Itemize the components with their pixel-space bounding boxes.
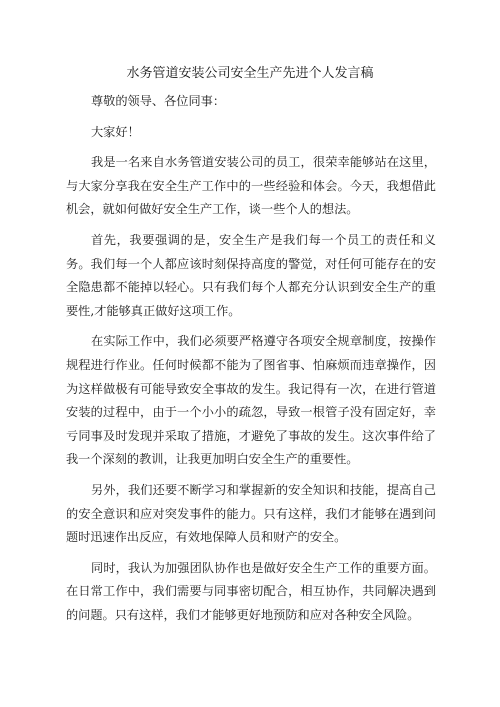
document-title: 水务管道安装公司安全生产先进个人发言稿 — [126, 66, 374, 81]
learning-paragraph: 另外，我们还要不断学习和掌握新的安全知识和技能，提高自己的安全意识和应对突发事件的能力。只有这样，我们才能够在遇到问题时迅速作出反应，有效地保障人员和财产的安全。 — [66, 482, 436, 545]
greeting-paragraph: 大家好！ — [91, 124, 140, 139]
salutation-paragraph: 尊敬的领导、各位同事： — [91, 94, 226, 108]
intro-paragraph: 我是一名来自水务管道安装公司的员工，很荣幸能够站在这里，与大家分享我在安全生产工作中的一些经验和体会。今天，我想借此机会，就如何做好安全生产工作，谈一些个人的想法。 — [66, 155, 436, 217]
document-body — [66, 90, 436, 634]
responsibility-paragraph: 首先，我要强调的是，安全生产是我们每一个员工的责任和义务。我们每一个人都应该时刻保持高度的警觉，对任何可能存在的安全隐患都不能掉以轻心。只有我们每个人都充分认识到安全生产的重要性,才能够真正做好这项工作。 — [66, 232, 436, 318]
practice-paragraph: 在实际工作中，我们必须要严格遵守各项安全规章制度，按操作规程进行作业。任何时候都不能为了图省事、怕麻烦而违章操作，因为这样做极有可能导致安全事故的发生。我记得有一次，在进行管道安装的过程中，由于一个小小的疏忽，导致一根管子没有固定好，幸亏同事及时发现并采取了措施，才避免了事故的发生。这次事件给了我一个深刻的教训，让我更加明白安全生产的重要性。 — [66, 334, 436, 467]
teamwork-paragraph: 同时，我认为加强团队协作也是做好安全生产工作的重要方面。在日常工作中，我们需要与同事密切配合，相互协作，共同解决遇到的问题。只有这样，我们才能够更好地预防和应对各种安全风险。 — [66, 560, 436, 622]
